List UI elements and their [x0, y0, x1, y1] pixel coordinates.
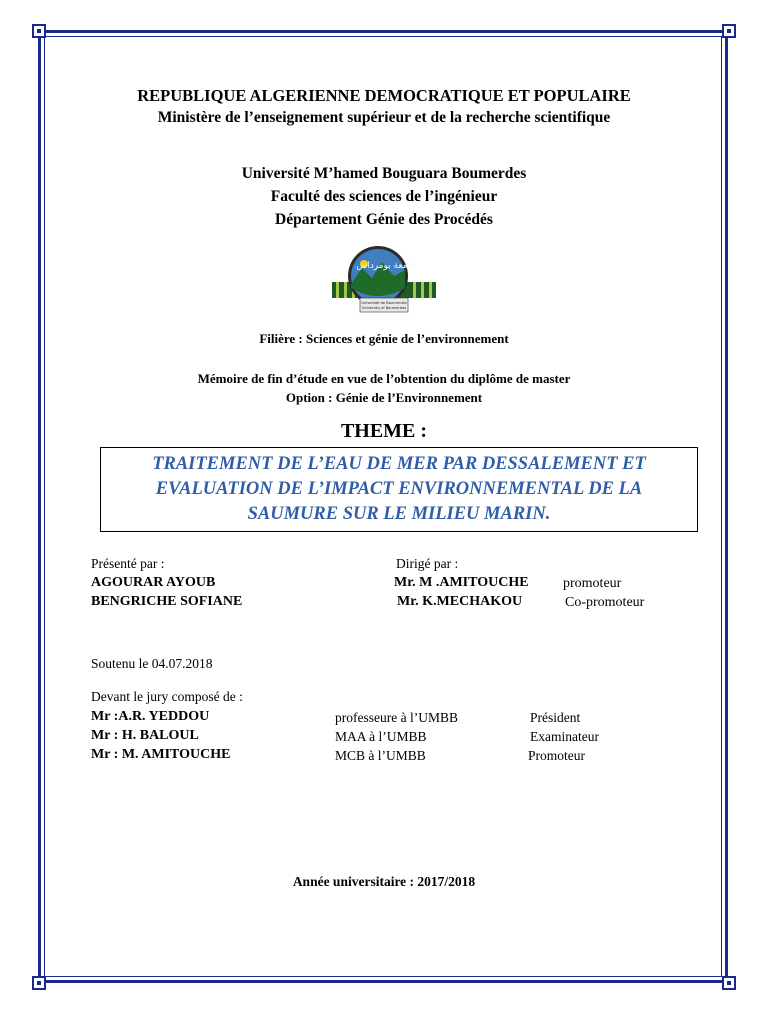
- jury-member-name: Mr : M. AMITOUCHE: [91, 747, 231, 762]
- jury-member-name: Mr :A.R. YEDDOU: [91, 709, 210, 724]
- directed-label: Dirigé par :: [396, 556, 459, 571]
- logo-caption-fr: Université de Boumerdes: [361, 301, 407, 305]
- corner-ornament-bottom-right: [722, 976, 736, 990]
- jury-member-name: Mr : H. BALOUL: [91, 728, 199, 743]
- republic-heading: REPUBLIQUE ALGERIENNE DEMOCRATIQUE ET POPULAIRE: [137, 86, 631, 105]
- corner-ornament-top-right: [722, 24, 736, 38]
- jury-member-grade: MAA à l’UMBB: [335, 729, 427, 744]
- supervisor-name: Mr. M .AMITOUCHE: [394, 575, 529, 590]
- supervisor-name: Mr. K.MECHAKOU: [397, 594, 523, 609]
- jury-member-role: Promoteur: [528, 748, 585, 763]
- university-name: Université M’hamed Bouguara Boumerdes: [241, 165, 527, 182]
- theme-label: THEME :: [340, 420, 428, 442]
- student-name: BENGRICHE SOFIANE: [91, 594, 243, 609]
- jury-member-role: Président: [530, 710, 581, 725]
- department-name: Département Génie des Procédés: [275, 211, 493, 228]
- theme-title: TRAITEMENT DE L’EAU DE MER PAR DESSALEMENT ET EVALUATION DE L’IMPACT ENVIRONNEMENTAL DE LA SAUMURE SUR LE MILIEU MARIN.: [152, 454, 646, 524]
- filiere-line: Filière : Sciences et génie de l’environnement: [259, 331, 509, 346]
- defense-date: Soutenu le 04.07.2018: [91, 656, 213, 671]
- logo-arabic-text: جامعة بومرداس: [356, 261, 416, 271]
- jury-member-grade: MCB à l’UMBB: [335, 748, 426, 763]
- university-logo: [328, 244, 440, 316]
- jury-label: Devant le jury composé de :: [91, 689, 243, 704]
- corner-ornament-bottom-left: [32, 976, 46, 990]
- theme-box: [100, 447, 698, 532]
- jury-member-role: Examinateur: [530, 729, 599, 744]
- logo-caption-en: University of Boumerdes: [361, 306, 407, 310]
- corner-ornament-top-left: [32, 24, 46, 38]
- student-name: AGOURAR AYOUB: [91, 575, 216, 590]
- jury-member-grade: professeure à l’UMBB: [335, 710, 458, 725]
- memoire-line: Mémoire de fin d’étude en vue de l’obtention du diplôme de master: [197, 371, 571, 386]
- ministry-heading: Ministère de l’enseignement supérieur et de la recherche scientifique: [157, 109, 611, 126]
- presented-label: Présenté par :: [91, 556, 165, 571]
- supervisor-role: Co-promoteur: [565, 595, 645, 610]
- academic-year: Année universitaire : 2017/2018: [292, 874, 476, 889]
- faculty-name: Faculté des sciences de l’ingénieur: [270, 188, 498, 205]
- supervisor-role: promoteur: [563, 576, 622, 591]
- option-line: Option : Génie de l’Environnement: [285, 390, 483, 405]
